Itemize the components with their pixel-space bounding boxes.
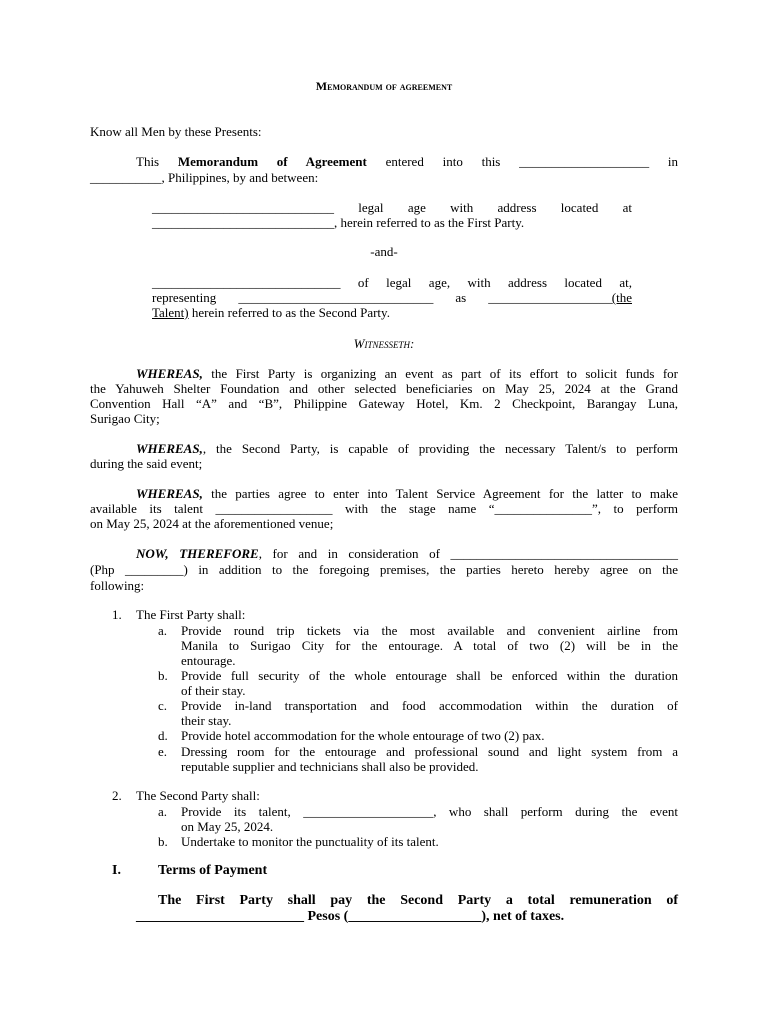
first-party-item-e-line-2: reputable supplier and technicians shall also be provided. [181, 759, 479, 774]
terms-line-2: ________________________ Pesos (___________________), net of taxes. [136, 909, 565, 924]
first-party-shall-label: The First Party shall: [136, 607, 246, 622]
first-party-item-d-line-1: Provide hotel accommodation for the whole entourage of two (2) pax. [181, 728, 545, 743]
first-party-item-e-letter: e. [158, 744, 168, 759]
terms-line-1: The First Party shall pay the Second Party a total remuneration of [158, 893, 678, 908]
first-party-item-b-letter: b. [158, 668, 168, 683]
witnesseth-heading: Witnesseth: [353, 336, 415, 351]
first-party-item-a-line-1: Provide round trip tickets via the most available and convenient airline from [181, 623, 678, 638]
second-party-item-a-line-1: Provide its talent, ____________________, who shall perform during the event [181, 804, 678, 819]
second-party-item-a-letter: a. [158, 804, 168, 819]
second-party-item-b-line-1: Undertake to monitor the punctuality of its talent. [181, 834, 439, 849]
whereas2-lead: WHEREAS, [136, 441, 203, 456]
first-party-item-e-line-1: Dressing room for the entourage and professional sound and light system from a [181, 744, 678, 759]
now-therefore-line-2: (Php _________) in addition to the foregoing premises, the parties hereto hereby agree on the [90, 562, 678, 577]
whereas2-line-2: during the said event; [90, 456, 203, 471]
intro-moa: Memorandum of Agreement [177, 154, 367, 169]
now-therefore-text: , for and in consideration of ___________________________________ [258, 546, 678, 561]
document-title: Memorandum of agreement [315, 79, 453, 93]
first-party-item-c-letter: c. [158, 698, 168, 713]
first-party-item-d-letter: d. [158, 728, 168, 743]
intro-line-2: ___________, Philippines, by and between: [90, 170, 319, 185]
first-party-line-2: ____________________________, herein referred to as the First Party. [152, 215, 525, 230]
intro-this: This [136, 154, 160, 169]
intro-line-1 [136, 154, 678, 169]
whereas1-line-4: Surigao City; [90, 411, 160, 426]
first-party-item-c-line-2: their stay. [181, 713, 232, 728]
now-therefore-lead: NOW, THEREFORE [136, 546, 259, 561]
second-party-the: (the [611, 290, 632, 305]
whereas3-text: the parties agree to enter into Talent Service Agreement for the latter to make [202, 486, 678, 501]
first-party-item-b-line-1: Provide full security of the whole entourage shall be enforced within the duration [181, 668, 678, 683]
whereas1-line-3: Convention Hall “A” and “B”, Philippine Gateway Hotel, Km. 2 Checkpoint, Barangay Luna, [90, 396, 678, 411]
whereas1-line-2: the Yahuweh Shelter Foundation and other selected beneficiaries on May 25, 2024 at the Grand [90, 381, 678, 396]
first-party-item-a-line-2: Manila to Surigao City for the entourage. A total of two (2) will be in the [181, 638, 678, 653]
second-party-line-2 [152, 290, 632, 305]
second-party-line-3 [152, 305, 390, 320]
whereas2-line-1 [136, 441, 678, 456]
second-party-talent: Talent) [152, 305, 189, 320]
second-party-shall-label: The Second Party shall: [136, 788, 260, 803]
whereas3-line-1 [136, 486, 678, 501]
and-separator: -and- [370, 244, 398, 259]
whereas3-line-3: on May 25, 2024 at the aforementioned venue; [90, 516, 334, 531]
whereas1-text: the First Party is organizing an event as part of its effort to solicit funds for [202, 366, 678, 381]
second-party-line-1: _____________________________ of legal age, with address located at, [152, 275, 632, 290]
intro-entered: entered into this ____________________ in [385, 154, 678, 169]
first-party-line-1: ____________________________ legal age with address located at [152, 200, 632, 215]
second-party-referred: herein referred to as the Second Party. [188, 305, 390, 320]
first-party-item-a-letter: a. [158, 623, 168, 638]
terms-heading: Terms of Payment [158, 863, 268, 878]
second-party-representing: representing ______________________________ as ___________________ [152, 290, 612, 305]
now-therefore-line-1 [136, 546, 678, 561]
second-party-item-a-line-2: on May 25, 2024. [181, 819, 274, 834]
whereas1-lead: WHEREAS, [136, 366, 203, 381]
whereas3-lead: WHEREAS, [136, 486, 203, 501]
whereas1-line-1 [136, 366, 678, 381]
first-party-item-b-line-2: of their stay. [181, 683, 246, 698]
whereas2-text: , the Second Party, is capable of providing the necessary Talent/s to perform [202, 441, 678, 456]
first-party-item-c-line-1: Provide in-land transportation and food accommodation within the duration of [181, 698, 678, 713]
terms-number: I. [112, 863, 121, 878]
second-party-shall-number: 2. [112, 788, 122, 803]
second-party-item-b-letter: b. [158, 834, 168, 849]
now-therefore-line-3: following: [90, 578, 145, 593]
greeting: Know all Men by these Presents: [90, 124, 262, 139]
first-party-item-a-line-3: entourage. [181, 653, 236, 668]
whereas3-line-2: available its talent __________________ with the stage name “_______________”, to perform [90, 501, 678, 516]
first-party-shall-number: 1. [112, 607, 122, 622]
